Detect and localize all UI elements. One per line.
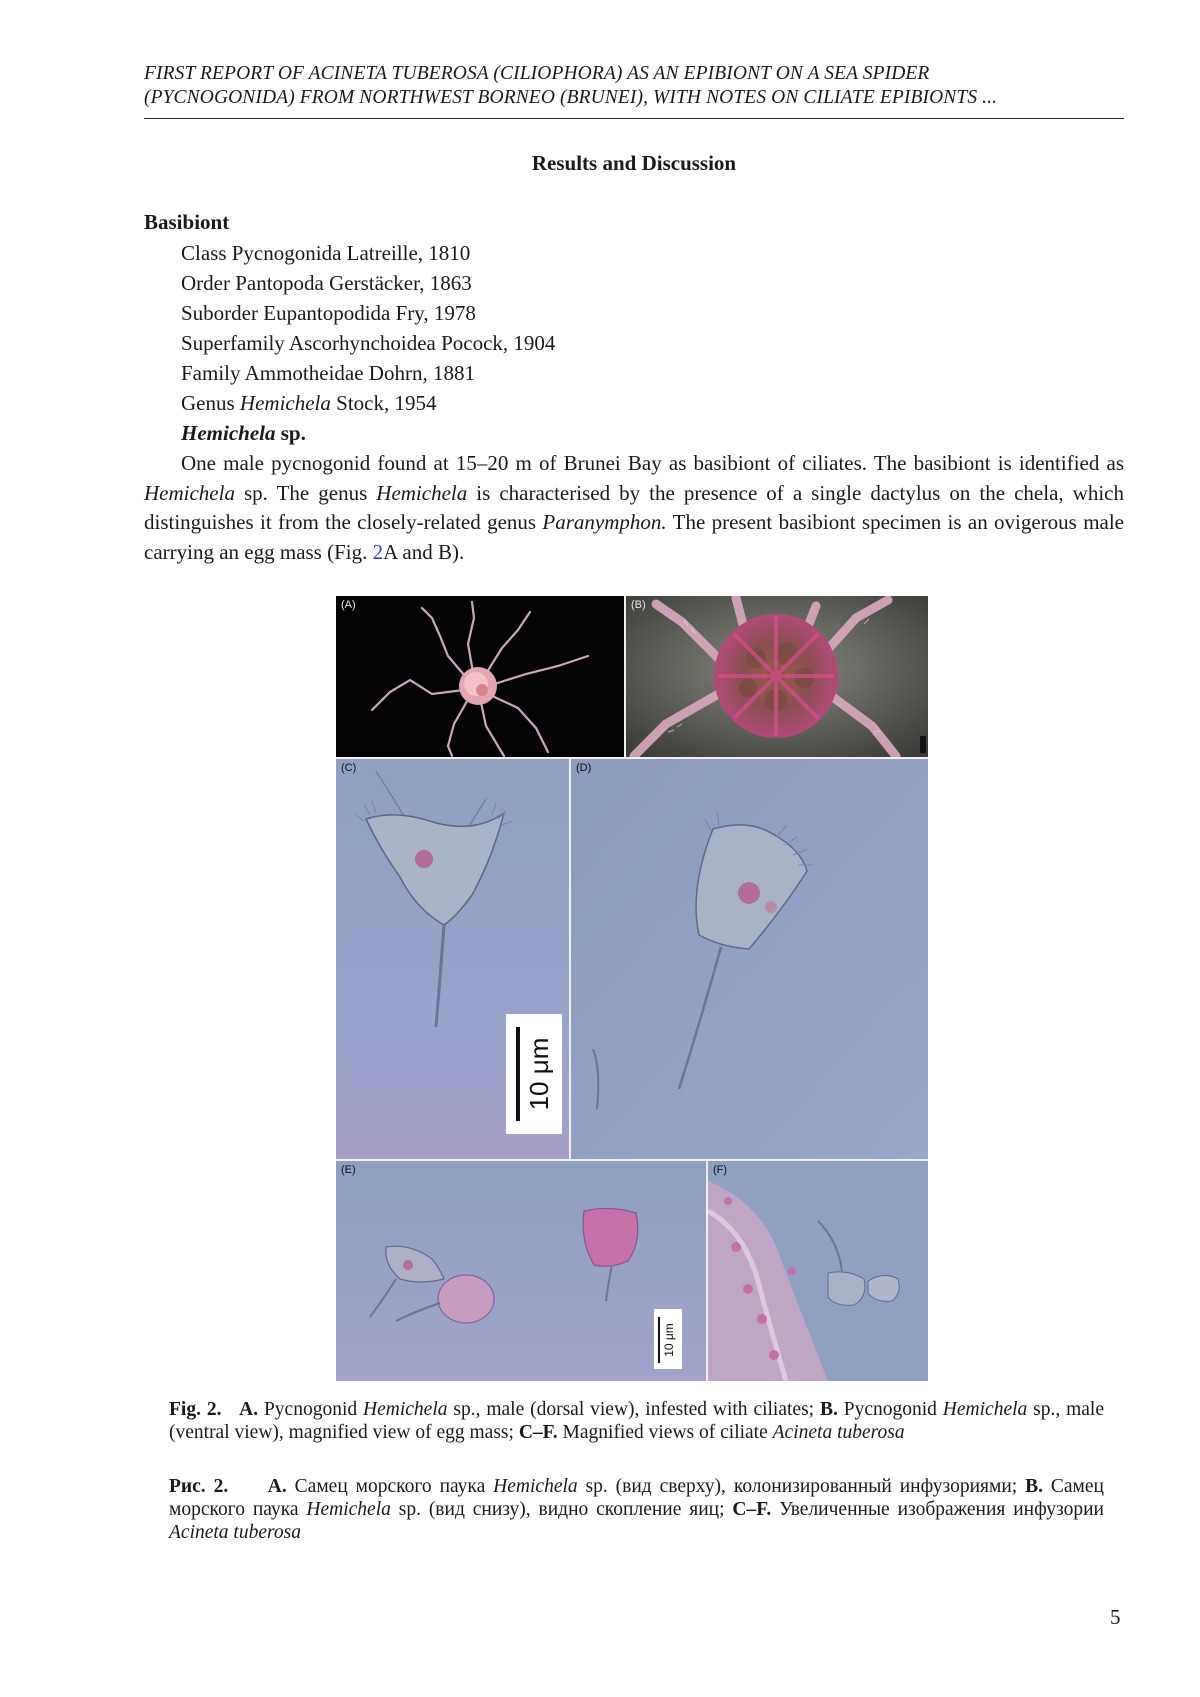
taxonomy-superfamily: Superfamily Ascorhynchoidea Pocock, 1904 (181, 331, 556, 355)
panel-b (626, 596, 928, 757)
panel-f-image (708, 1161, 928, 1381)
figure-caption-english (169, 1398, 1104, 1444)
taxonomy-family: Family Ammotheidae Dohrn, 1881 (181, 361, 475, 385)
running-header (144, 62, 1124, 110)
section-title: Results and Discussion (531, 151, 737, 175)
caption-ru-a-text-2: sp. (вид сверху), колонизированный инфузориями; (577, 1476, 1026, 1497)
panel-c-image (336, 759, 569, 1159)
genus-prefix: Genus (181, 391, 240, 415)
para-text-2: sp. The genus (234, 480, 377, 505)
caption-en-a-text-2: sp., male (dorsal view), infested with ciliates; (447, 1399, 820, 1420)
panel-e-image (336, 1161, 706, 1381)
para-text-5: A and B). (383, 539, 465, 564)
figure-caption-russian (169, 1475, 1104, 1544)
taxonomy-class: Class Pycnogonida Latreille, 1810 (181, 241, 471, 265)
panel-d-label: (D) (576, 762, 592, 774)
panel-d (571, 759, 928, 1159)
figure-2 (336, 596, 928, 1381)
caption-ru-b-text-1: Самец морского паука (169, 1476, 1104, 1520)
panel-c-label: (C) (341, 762, 357, 774)
panel-b-label: (B) (631, 599, 646, 611)
caption-en-a-italic: Hemichela (363, 1399, 448, 1420)
panel-f-scale-label: 10 μm (662, 1323, 676, 1357)
panel-f-label: (F) (713, 1164, 728, 1176)
panel-f (708, 1161, 928, 1381)
para-text-3: is characterised by the presence of a single dactylus on the chela, which distinguishes it from the closely-related genus (144, 480, 1124, 534)
caption-en-b-label: B. (819, 1399, 838, 1420)
taxonomy-order: Order Pantopoda Gerstäcker, 1863 (181, 271, 472, 295)
caption-ru-a-text-1: Самец морского паука (286, 1476, 494, 1497)
caption-en-b-italic: Hemichela (942, 1399, 1028, 1420)
figure-reference-link[interactable]: 2 (372, 539, 384, 564)
running-header-line-2: (PYCNOGONIDA) FROM NORTHWEST BORNEO (BRUNEI), WITH NOTES ON CILIATE EPIBIONTS ... (144, 87, 998, 108)
para-text-4: The present basibiont specimen is an ovigerous male carrying an egg mass (Fig. (144, 510, 1125, 564)
caption-en-cf-italic: Acineta tuberosa (772, 1422, 905, 1443)
panel-a (336, 596, 624, 757)
caption-en-a-text-1: Pycnogonid (258, 1399, 364, 1420)
panel-d-image (571, 759, 928, 1159)
caption-ru-cf-label: C–F. (732, 1499, 772, 1520)
para-italic-2: Hemichela (376, 480, 468, 505)
header-rule (144, 118, 1124, 119)
panel-c (336, 759, 569, 1159)
panel-e-label: (E) (341, 1164, 356, 1176)
para-italic-1: Hemichela (144, 480, 235, 505)
species-name: Hemichela (181, 421, 276, 445)
genus-suffix: Stock, 1954 (330, 391, 437, 415)
caption-en-a-label: A. (239, 1399, 259, 1420)
panel-b-image (626, 596, 928, 757)
taxonomy-genus (181, 388, 555, 418)
running-header-line-1: FIRST REPORT OF ACINETA TUBEROSA (CILIOPHORA) AS AN EPIBIONT ON A SEA SPIDER (144, 63, 930, 84)
panel-a-label: (A) (341, 599, 356, 611)
taxonomy-list (181, 238, 555, 448)
caption-ru-a-italic: Hemichela (493, 1476, 578, 1497)
taxonomy-species (181, 418, 555, 448)
page-number: 5 (1110, 1605, 1121, 1629)
panel-e (336, 1161, 706, 1381)
caption-ru-cf-italic: Acineta tuberosa (169, 1522, 301, 1543)
taxonomy-suborder: Suborder Eupantopodida Fry, 1978 (181, 301, 476, 325)
species-suffix: sp. (275, 421, 306, 445)
panel-c-scale-label: 10 μm (524, 1037, 554, 1111)
caption-ru-a-label: A. (267, 1476, 287, 1497)
body-paragraph (144, 449, 1124, 567)
caption-en-cf-text: Magnified views of ciliate (557, 1422, 773, 1443)
caption-en-fig-label: Fig. 2. (169, 1399, 222, 1420)
caption-en-cf-label: C–F. (518, 1422, 558, 1443)
caption-ru-b-italic: Hemichela (306, 1499, 391, 1520)
genus-name: Hemichela (239, 391, 331, 415)
caption-en-b-text-1: Pycnogonid (837, 1399, 943, 1420)
caption-en-b-text-2: sp., male (ventral view), magnified view of egg mass; (169, 1399, 1105, 1443)
caption-ru-b-text-2: sp. (вид снизу), видно скопление яиц; (390, 1499, 733, 1520)
panel-a-image (336, 596, 624, 757)
para-italic-3: Paranymphon. (542, 510, 667, 534)
caption-ru-fig-label: Рис. 2. (169, 1476, 229, 1497)
subsection-title: Basibiont (144, 210, 230, 234)
caption-ru-b-label: B. (1025, 1476, 1043, 1497)
caption-ru-cf-text: Увеличенные изображения инфузории (771, 1499, 1104, 1520)
para-text-1: One male pycnogonid found at 15–20 m of Brunei Bay as basibiont of ciliates. The basibiont is identified as (181, 451, 1124, 475)
